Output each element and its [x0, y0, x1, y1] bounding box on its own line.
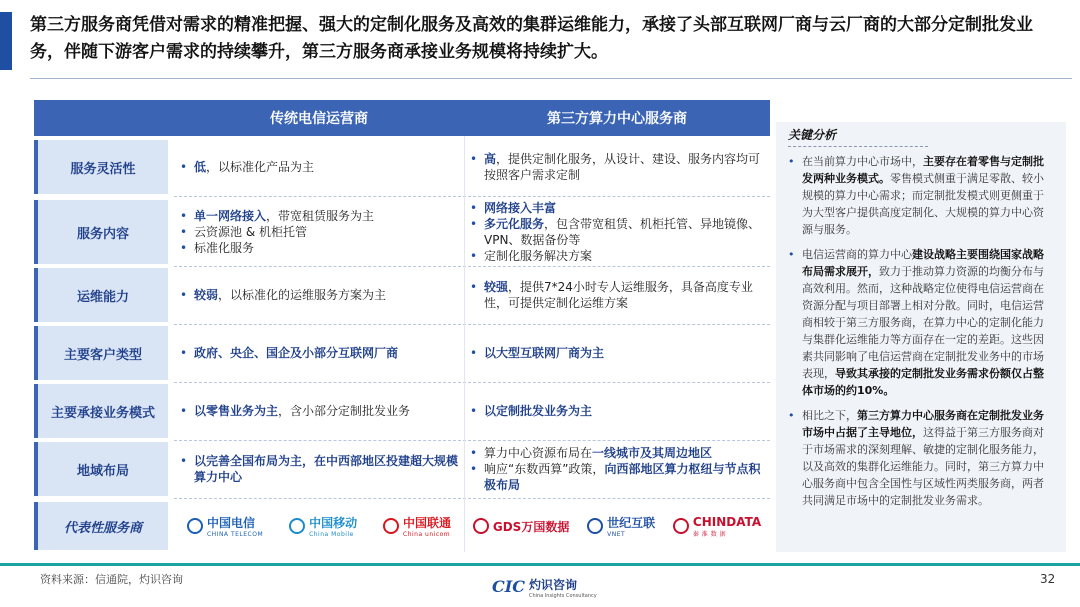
- cic-logo-mark: CIC: [492, 577, 525, 596]
- provider-logo: 中国联通 China unicom: [383, 514, 451, 538]
- third-party-cell: [464, 326, 770, 380]
- page-headline: 第三方服务商凭借对需求的精准把握、强大的定制化服务及高效的集群运维能力，承接了头部互联网厂商与云厂商的大部分定制批发业务，伴随下游客户需求的持续攀升，第三方服务商承接业务规模将持续扩大。: [30, 15, 1033, 62]
- provider-mark-icon: [187, 518, 203, 534]
- third-party-cell: [464, 140, 770, 194]
- third-party-cell: [464, 200, 770, 264]
- footer-divider: [0, 563, 1080, 566]
- column-divider: [464, 136, 465, 552]
- telecom-cell: [174, 384, 464, 438]
- bullet-item: • 云资源池 & 机柜托管: [180, 224, 458, 240]
- bullet-item: • 政府、央企、国企及小部分互联网厂商: [180, 345, 458, 361]
- provider-mark-icon: [289, 518, 305, 534]
- analysis-paragraph-2: • 电信运营商的算力中心建设战略主要围绕国家战略布局需求展开，致力于推动算力资源的均衡分布与高效利用。然而，这种战略定位使得电信运营商在资源分配与项目部署上相对分散。同时，电信运营商相较于第三方服务商，在算力中心的定制化能力与集群化运维能力等方面存在一定的差距。这些因素共同影响了电信运营商在定制批发业务中的市场表现，导致其承接的定制批发业务需求份额仅占整体市场的约10%。: [788, 246, 1052, 399]
- provider-logo: 世纪互联 VNET: [587, 514, 655, 538]
- analysis-paragraph-3: • 相比之下，第三方算力中心服务商在定制批发业务市场中占据了主导地位，这得益于第三方服务商对于市场需求的深刻理解、敏捷的定制化服务能力，以及高效的集群化运维能力。同时，第三方算力中心服务商中包含全国性与区域性两类服务商，两者共同满足市场中的定制批发业务需求。: [788, 407, 1052, 509]
- provider-logo: 中国电信 CHINA TELECOM: [187, 514, 263, 538]
- analysis-paragraph-1: • 在当前算力中心市场中，主要存在着零售与定制批发两种业务模式。零售模式侧重于满足零散、较小规模的算力中心需求；而定制批发模式则更侧重于为大型客户提供高度定制化、大规模的算力中心资源与服务。: [788, 153, 1052, 238]
- provider-mark-icon: [587, 518, 603, 534]
- footer-logo-cn: 灼识咨询: [528, 578, 577, 592]
- row-label: 服务内容: [34, 200, 168, 264]
- row-label: 地域布局: [34, 442, 168, 496]
- bullet-item: • 多元化服务，包含带宽租赁、机柜托管、异地镜像、VPN、数据备份等: [470, 216, 764, 248]
- header-corner: [34, 100, 174, 136]
- bullet-item: • 以定制批发业务为主: [470, 403, 764, 419]
- row-label: 服务灵活性: [34, 140, 168, 194]
- header-third-party: 第三方算力中心服务商: [464, 100, 770, 136]
- row-label-representative: 代表性服务商: [34, 502, 168, 550]
- telecom-cell: [174, 268, 464, 322]
- row-label: 主要客户类型: [34, 326, 168, 380]
- provider-mark-icon: [673, 518, 689, 534]
- bullet-item: • 以完善全国布局为主，在中西部地区投建超大规模算力中心: [180, 453, 458, 485]
- row-label: 主要承接业务模式: [34, 384, 168, 438]
- key-analysis-title: 关键分析: [788, 126, 928, 147]
- bullet-item: • 定制化服务解决方案: [470, 248, 764, 264]
- page-number: 32: [1040, 572, 1056, 586]
- row-divider: [174, 440, 770, 441]
- bullet-item: • 算力中心资源布局在一线城市及其周边地区: [470, 445, 764, 461]
- comparison-table: [34, 100, 770, 552]
- telecom-cell: [174, 442, 464, 496]
- row-divider: [174, 382, 770, 383]
- provider-mark-icon: [383, 518, 399, 534]
- third-party-logos: [464, 502, 770, 550]
- bullet-item: • 标准化服务: [180, 240, 458, 256]
- row-divider: [174, 324, 770, 325]
- header-telecom: 传统电信运营商: [174, 100, 464, 136]
- source-note: 资料来源：信通院，灼识咨询: [40, 573, 183, 586]
- footer-logo-en: China Insights Consultancy: [528, 593, 597, 599]
- third-party-cell: [464, 384, 770, 438]
- telecom-logos: [174, 502, 464, 550]
- provider-logo: 中国移动 China Mobile: [289, 514, 357, 538]
- row-divider: [174, 498, 770, 499]
- row-divider: [174, 266, 770, 267]
- bullet-item: • 以大型互联网厂商为主: [470, 345, 764, 361]
- bullet-item: • 较弱，以标准化的运维服务方案为主: [180, 287, 458, 303]
- bullet-item: • 较强，提供7*24小时专人运维服务，具备高度专业性，可提供定制化运维方案: [470, 279, 764, 311]
- telecom-cell: [174, 140, 464, 194]
- bullet-item: • 以零售业务为主，含小部分定制批发业务: [180, 403, 458, 419]
- third-party-cell: [464, 268, 770, 322]
- bullet-item: • 网络接入丰富: [470, 200, 764, 216]
- bullet-item: • 单一网络接入，带宽租赁服务为主: [180, 208, 458, 224]
- provider-logo: CHINDATA 秦 淮 数 据: [673, 515, 761, 538]
- row-label: 运维能力: [34, 268, 168, 322]
- bullet-item: • 响应“东数西算”政策，向西部地区算力枢纽与节点积极布局: [470, 461, 764, 493]
- telecom-cell: [174, 200, 464, 264]
- row-divider: [174, 196, 770, 197]
- bullet-item: • 高，提供定制化服务，从设计、建设、服务内容均可按照客户需求定制: [470, 151, 764, 183]
- provider-logo: GDS万国数据: [473, 518, 569, 535]
- title-accent-bar: [0, 12, 12, 70]
- third-party-cell: [464, 442, 770, 496]
- title-divider: [30, 78, 1072, 79]
- telecom-cell: [174, 326, 464, 380]
- footer-logo: [492, 574, 597, 599]
- key-analysis-panel: [776, 122, 1066, 552]
- bullet-item: • 低，以标准化产品为主: [180, 159, 458, 175]
- provider-mark-icon: [473, 518, 489, 534]
